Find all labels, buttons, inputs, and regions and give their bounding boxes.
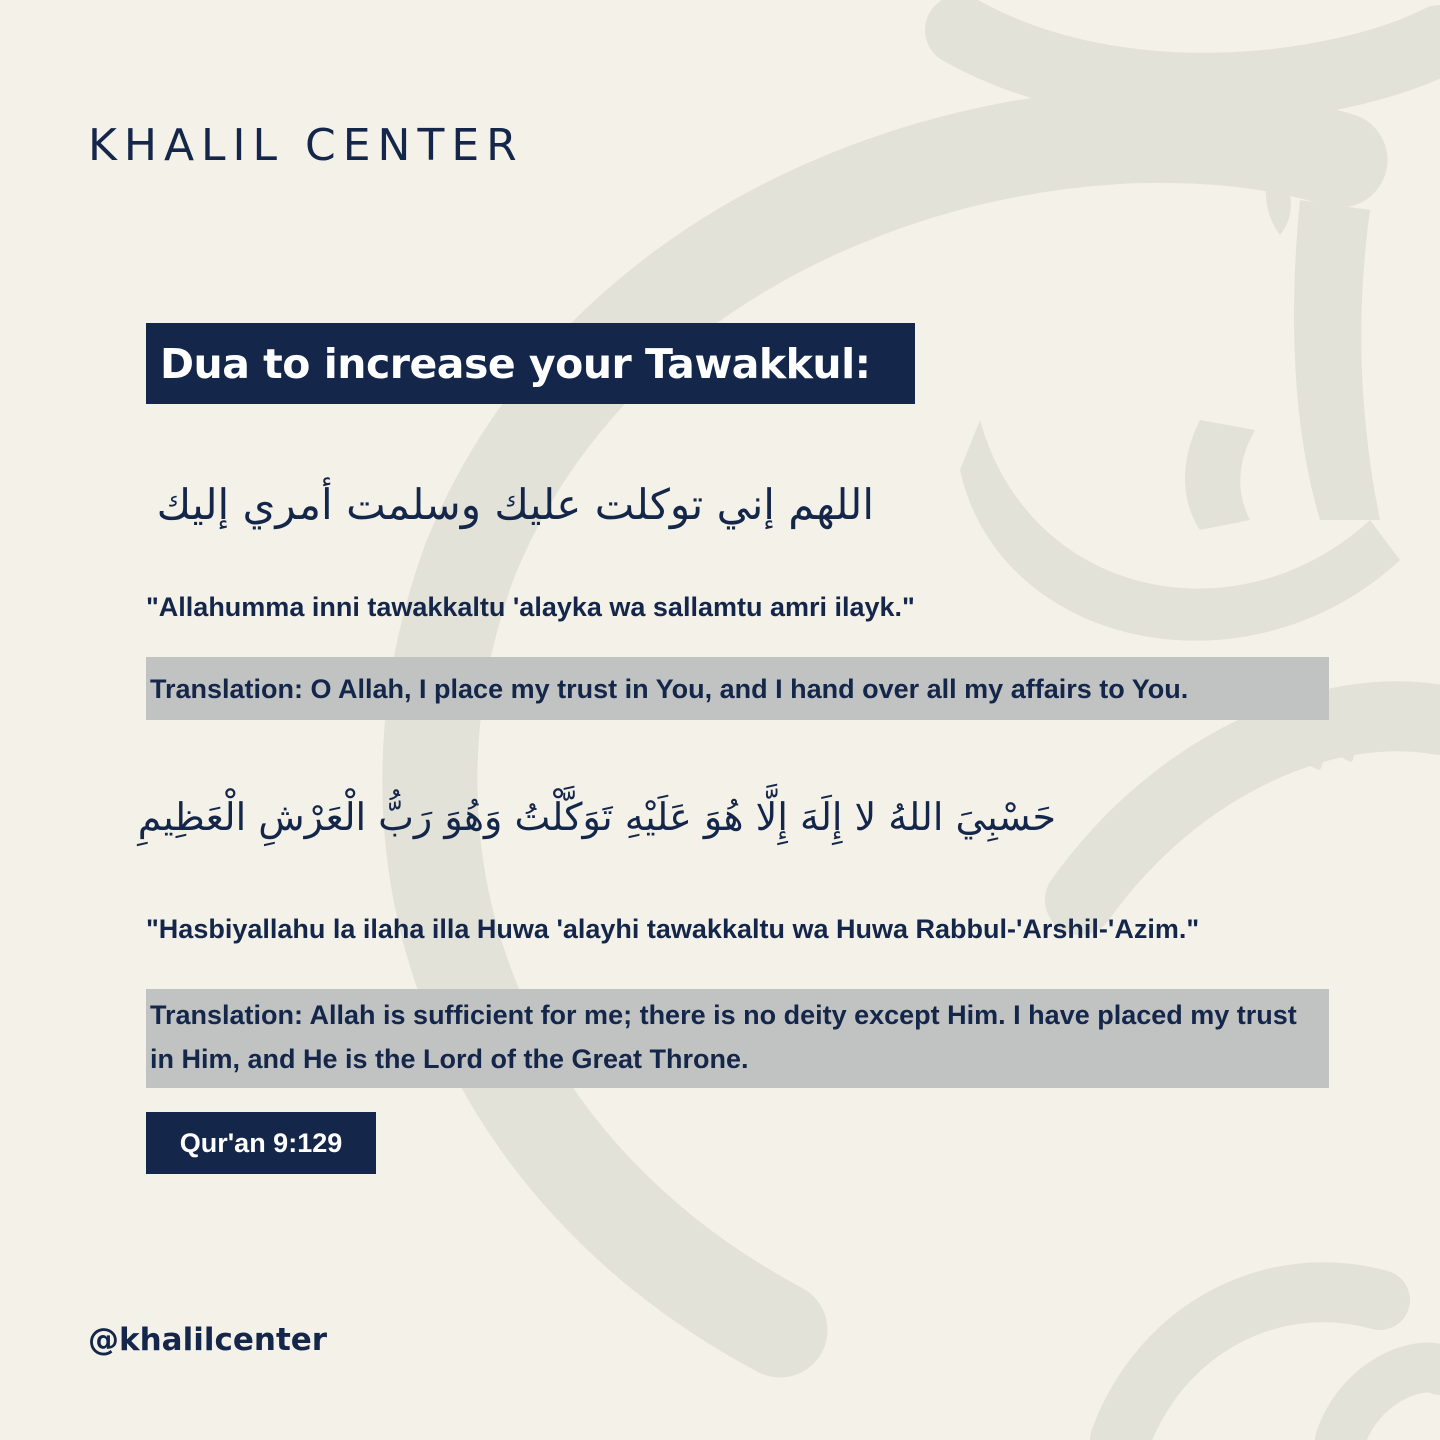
social-handle: @khalilcenter xyxy=(88,1322,328,1358)
dua-1-translation: Translation: O Allah, I place my trust in You, and I hand over all my affairs to You. xyxy=(146,657,1329,720)
brand-logo-text: KHALIL CENTER xyxy=(88,120,524,171)
source-badge xyxy=(146,1112,376,1174)
dua-2-transliteration: "Hasbiyallahu la ilaha illa Huwa 'alayhi tawakkaltu wa Huwa Rabbul-'Arshil-'Azim." xyxy=(146,914,1200,944)
dua-1-arabic: اللهم إني توكلت عليك وسلمت أمري إليك xyxy=(156,480,874,529)
source-reference: Qur'an 9:129 xyxy=(179,1127,343,1158)
dua-1-transliteration: "Allahumma inni tawakkaltu 'alayka wa sallamtu amri ilayk." xyxy=(146,592,915,622)
title-banner xyxy=(146,323,915,404)
dua-2-arabic: حَسْبِيَ اللهُ لا إِلَهَ إِلَّا هُوَ عَلَيْهِ تَوَكَّلْتُ وَهُوَ رَبُّ الْعَرْشِ الْعَظِيمِ xyxy=(137,795,1056,839)
dua-2-translation: Translation: Allah is sufficient for me; there is no deity except Him. I have placed my trust in Him, and He is the Lord of the Great Throne. xyxy=(146,989,1329,1088)
page-title: Dua to increase your Tawakkul: xyxy=(160,339,871,388)
